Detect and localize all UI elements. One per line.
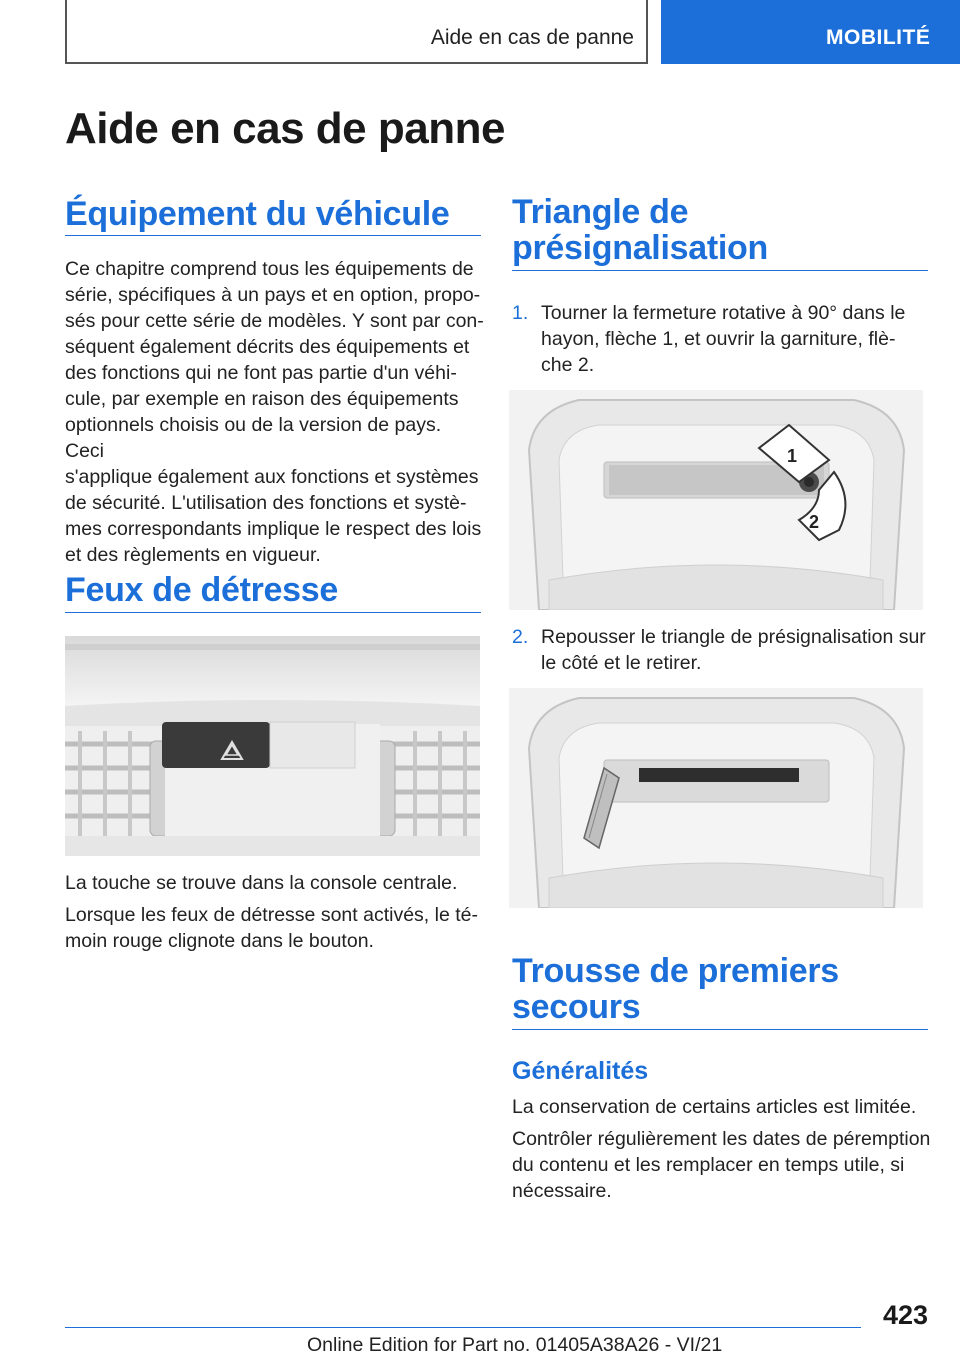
hazard-button-figure bbox=[65, 636, 480, 856]
hazard-console-illustration bbox=[65, 636, 480, 856]
text-line: hayon, flèche 1, et ouvrir la garniture, flè- bbox=[541, 328, 896, 350]
text-line: Tourner la fermeture rotative à 90° dans le bbox=[541, 302, 906, 324]
general-heading: Généralités bbox=[512, 1057, 649, 1085]
text-line: cule, par exemple en raison des équipements bbox=[65, 388, 459, 410]
equipment-heading: Équipement du véhicule bbox=[65, 195, 450, 233]
text-line: Lorsque les feux de détresse sont activés, le té- bbox=[65, 904, 478, 926]
step-1-number: 1. bbox=[512, 302, 529, 324]
text-line: Repousser le triangle de présignalisation sur bbox=[541, 626, 926, 648]
text-line: che 2. bbox=[541, 354, 595, 376]
hazard-heading: Feux de détresse bbox=[65, 571, 338, 609]
hazard-rule bbox=[65, 612, 481, 613]
page-number: 423 bbox=[882, 1300, 928, 1330]
general-text-2 bbox=[512, 1126, 932, 1204]
text-line: du contenu et les remplacer en temps utile, si bbox=[512, 1154, 905, 1176]
text-line: série, spécifiques à un pays et en option, propo- bbox=[65, 284, 481, 306]
text-line: sés pour cette série de modèles. Y sont par con- bbox=[65, 310, 484, 332]
equipment-rule bbox=[65, 235, 481, 236]
text-line: le côté et le retirer. bbox=[541, 652, 702, 674]
trunk-lid-figure-2 bbox=[509, 688, 923, 908]
trunk-lid-figure-1 bbox=[509, 390, 923, 610]
first-aid-heading bbox=[512, 953, 839, 1025]
text-line: nécessaire. bbox=[512, 1180, 612, 1202]
hazard-indicator-paragraph bbox=[65, 902, 485, 954]
step-1-text bbox=[541, 300, 931, 378]
equipment-paragraph bbox=[65, 256, 485, 568]
text-line: et des règlements en vigueur. bbox=[65, 544, 321, 566]
text-line: séquent également décrits des équipements et bbox=[65, 336, 470, 358]
triangle-heading bbox=[512, 194, 768, 266]
text-line: s'applique également aux fonctions et systèmes bbox=[65, 466, 479, 488]
text-line: de sécurité. L'utilisation des fonctions et systè- bbox=[65, 492, 467, 514]
text-line: moin rouge clignote dans le bouton. bbox=[65, 930, 374, 952]
arrow-1-label: 1 bbox=[787, 446, 798, 466]
heading-line: Trousse de premiers bbox=[512, 952, 839, 990]
text-line: Contrôler régulièrement les dates de péremption bbox=[512, 1128, 931, 1150]
header-chapter-tab bbox=[661, 0, 960, 64]
text-line: Ce chapitre comprend tous les équipements de bbox=[65, 258, 474, 280]
first-aid-rule bbox=[512, 1029, 928, 1030]
page-title: Aide en cas de panne bbox=[65, 104, 505, 153]
text-line: mes correspondants implique le respect des lois bbox=[65, 518, 482, 540]
text-line: optionnels choisis ou de la version de pays. Ceci bbox=[65, 414, 442, 462]
heading-line: secours bbox=[512, 988, 641, 1026]
arrow-2-label: 2 bbox=[809, 512, 820, 532]
general-text-1: La conservation de certains articles est limitée. bbox=[512, 1096, 917, 1118]
heading-line: Triangle de bbox=[512, 193, 689, 231]
footer-rule bbox=[65, 1327, 861, 1328]
rotary-latch-illustration bbox=[509, 390, 923, 610]
triangle-rule bbox=[512, 270, 928, 271]
header-section-tab bbox=[65, 0, 648, 64]
header-section-label: Aide en cas de panne bbox=[430, 26, 634, 49]
step-2-number: 2. bbox=[512, 626, 529, 648]
text-line: des fonctions qui ne font pas partie d'un véhi- bbox=[65, 362, 457, 384]
step-2-text bbox=[541, 624, 931, 676]
footer-edition: Online Edition for Part no. 01405A38A26 - VI/21 bbox=[307, 1334, 723, 1356]
triangle-removal-illustration bbox=[509, 688, 923, 908]
heading-line: présignalisation bbox=[512, 229, 768, 267]
header-chapter-label: MOBILITÉ bbox=[826, 26, 931, 49]
hazard-location-text: La touche se trouve dans la console centrale. bbox=[65, 872, 458, 894]
